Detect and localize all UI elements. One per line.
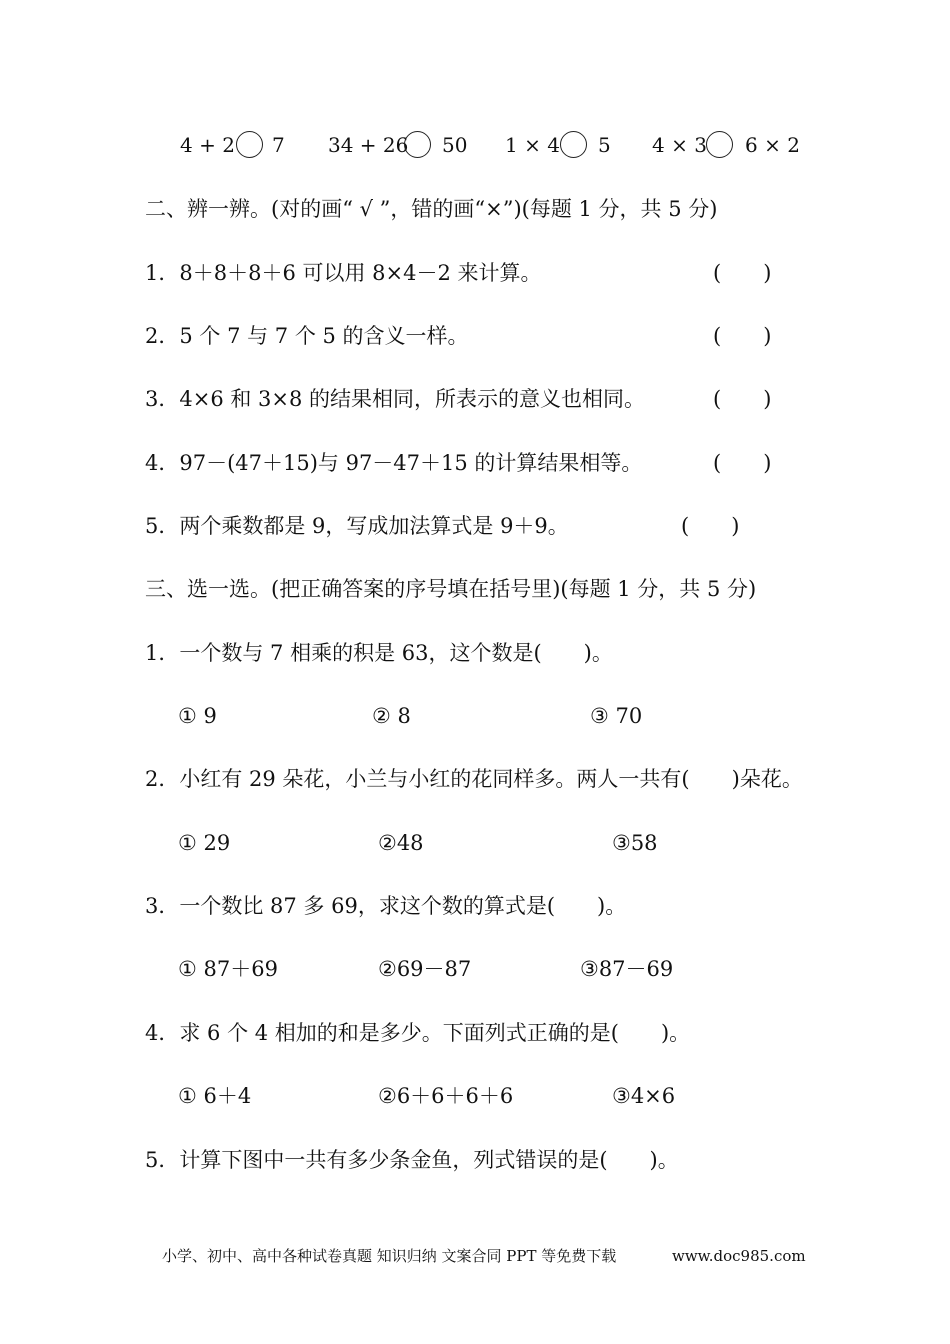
choice-option[interactable]: ②48 [378,831,424,855]
footer-text: 小学、初中、高中各种试卷真题 知识归纳 文案合同 PPT 等免费下载 [162,1247,617,1265]
choice-option[interactable]: ③87－69 [580,957,674,981]
section-2-heading: 二、辨一辨。(对的画“ √ ”，错的画“×”)(每题 1 分，共 5 分) [145,197,718,221]
comparison-left: 34 + 26 [328,133,409,157]
choice-option[interactable]: ③4×6 [612,1084,676,1108]
comparison-right: 7 [272,133,285,157]
comparison-left: 4 + 2 [180,133,235,157]
true-false-item: 2．5 个 7 与 7 个 5 的含义一样。 [145,324,469,348]
compare-circle-blank[interactable] [706,131,733,158]
choice-option[interactable]: ① 29 [178,831,231,855]
choice-question: 4．求 6 个 4 相加的和是多少。下面列式正确的是( )。 [145,1021,691,1045]
true-false-item: 1．8＋8＋8＋6 可以用 8×4－2 来计算。 [145,261,542,285]
comparison-right: 50 [442,133,468,157]
comparison-right: 6 × 2 [745,133,800,157]
choice-question: 5．计算下图中一共有多少条金鱼，列式错误的是( )。 [145,1148,679,1172]
choice-option[interactable]: ②6＋6＋6＋6 [378,1084,514,1108]
answer-blank[interactable]: ( ) [713,261,772,285]
choice-option[interactable]: ②69－87 [378,957,472,981]
choice-option[interactable]: ③ 70 [590,704,643,728]
true-false-item: 3．4×6 和 3×8 的结果相同，所表示的意义也相同。 [145,387,646,411]
choice-option[interactable]: ② 8 [372,704,411,728]
answer-blank[interactable]: ( ) [713,451,772,475]
comparison-right: 5 [598,133,611,157]
choice-question: 3．一个数比 87 多 69，求这个数的算式是( )。 [145,894,627,918]
footer-url[interactable]: www.doc985.com [672,1247,806,1265]
choice-option[interactable]: ③58 [612,831,658,855]
compare-circle-blank[interactable] [236,131,263,158]
choice-question: 2．小红有 29 朵花，小兰与小红的花同样多。两人一共有( )朵花。 [145,767,803,791]
true-false-item: 4．97－(47＋15)与 97－47＋15 的计算结果相等。 [145,451,643,475]
choice-option[interactable]: ① 9 [178,704,217,728]
compare-circle-blank[interactable] [404,131,431,158]
compare-circle-blank[interactable] [560,131,587,158]
comparison-left: 4 × 3 [652,133,707,157]
choice-question: 1．一个数与 7 相乘的积是 63，这个数是( )。 [145,641,613,665]
section-3-heading: 三、选一选。(把正确答案的序号填在括号里)(每题 1 分，共 5 分) [145,577,757,601]
true-false-item: 5．两个乘数都是 9，写成加法算式是 9＋9。 [145,514,569,538]
answer-blank[interactable]: ( ) [713,324,772,348]
choice-option[interactable]: ① 87＋69 [178,957,278,981]
answer-blank[interactable]: ( ) [681,514,740,538]
choice-option[interactable]: ① 6＋4 [178,1084,252,1108]
answer-blank[interactable]: ( ) [713,387,772,411]
comparison-left: 1 × 4 [505,133,560,157]
